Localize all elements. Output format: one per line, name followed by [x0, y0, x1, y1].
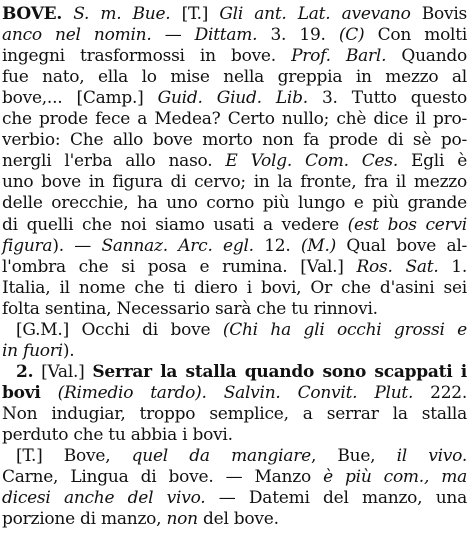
entry-line [16, 361, 467, 383]
text-segment: porzione di manzo, [2, 509, 167, 530]
text-segment: Quando [386, 46, 468, 67]
text-segment: bove,... [Camp.] [2, 88, 158, 109]
italic-text: Sannaz. Arc. egl. [101, 235, 254, 256]
text-segment: ). [62, 340, 75, 361]
text-segment: Egli è [398, 151, 467, 172]
entry-line [2, 508, 467, 530]
entry-line [2, 171, 467, 193]
italic-text: (Rimedio tardo). [57, 382, 207, 403]
text-segment: Bovis [410, 4, 467, 24]
text-segment: Con molti [364, 25, 468, 46]
entry-line [2, 214, 467, 236]
italic-text: è più com., ma [323, 467, 467, 488]
entry-line [2, 24, 467, 46]
italic-text: (Chi ha gli occhi grossi e [222, 319, 467, 340]
italic-text: in fuori [2, 340, 63, 361]
italic-text: (C) [338, 25, 365, 46]
entry-line [16, 445, 467, 467]
text-segment: 1. [438, 256, 468, 277]
text-segment: perduto che tu abbia i bovi. [2, 425, 233, 445]
entry-line [2, 466, 467, 488]
text-segment: 3. 19. [257, 25, 339, 46]
text-segment: 3. Tutto questo [307, 88, 467, 109]
entry-line [2, 424, 467, 446]
italic-text: quel da mangiare [131, 446, 311, 467]
italic-text: Ros. Sat. [356, 256, 439, 277]
entry-line [2, 235, 467, 257]
text-segment: [T.] [170, 4, 220, 24]
entry-line [2, 277, 467, 299]
entry-line [2, 403, 467, 425]
entry-line [2, 87, 467, 109]
italic-text: dicesi anche del vivo. [2, 488, 206, 509]
bold-text: BOVE. [2, 4, 63, 24]
entry-line [2, 340, 467, 362]
text-segment: uno bove in figura di cervo; in la fronte, fra il mezzo [2, 172, 467, 193]
italic-text: (M.) [300, 235, 336, 256]
entry-line [2, 192, 467, 214]
text-segment: — [151, 25, 195, 46]
italic-text: Gli ant. Lat. avevano [219, 4, 411, 24]
text-segment: nergli l'erba allo naso. [2, 151, 226, 172]
entry-line [16, 319, 467, 341]
bold-text: bovi [2, 382, 41, 403]
text-segment: del bove. [197, 509, 279, 530]
text-segment [207, 383, 224, 403]
text-segment: [G.M.] Occhi di bove [16, 319, 223, 340]
text-segment: Carne, Lingua di bove. — Manzo [2, 467, 324, 488]
entry-line [2, 298, 467, 320]
bold-text: 2. [16, 361, 34, 382]
italic-text: Guid. Giud. Lib. [157, 88, 308, 109]
italic-text: Dittam. [194, 25, 258, 46]
entry-line [2, 382, 467, 404]
italic-text: (est bos cervi [347, 214, 467, 235]
entry-line [2, 256, 467, 278]
text-segment: [T.] Bove, [16, 446, 132, 467]
italic-text: anco nel nomin. [2, 25, 152, 46]
text-segment: fue nato, ella lo mise nella greppia in mezzo al [2, 67, 467, 88]
italic-text: E Volg. Com. Ces. [225, 151, 398, 172]
italic-text: figura [2, 235, 53, 256]
italic-text: Prof. Barl. [291, 46, 387, 67]
text-segment: folta sentina, Necessario sarà che tu rinnovi. [2, 298, 378, 319]
text-segment: ). — [52, 235, 102, 256]
entry-line [2, 108, 467, 130]
italic-text: Salvin. Convit. Plut. [223, 382, 414, 403]
text-segment [62, 4, 73, 24]
italic-text: il vivo. [396, 446, 467, 467]
text-segment [41, 383, 58, 403]
entry-line [2, 487, 467, 509]
text-segment: 12. [253, 235, 301, 256]
text-segment: ingegni trasformossi in bove. [2, 46, 292, 67]
text-segment: 222. [413, 382, 468, 403]
entry-line [2, 45, 467, 67]
text-segment: — Datemi del manzo, una [205, 488, 467, 509]
text-segment: Qual bove al- [335, 235, 468, 256]
entry-line [2, 150, 467, 172]
entry-line [2, 129, 467, 151]
text-segment: delle orecchie, ha uno corno più lungo e più grande [2, 193, 467, 214]
text-segment: verbio: Che allo bove morto non fa prode di sè po- [2, 130, 467, 151]
entry-line [2, 3, 467, 25]
text-segment: [Val.] [33, 361, 93, 382]
italic-text: S. m. Bue. [73, 4, 171, 24]
text-segment: che prode fece a Medea? Certo nullo; chè dice il pro- [2, 109, 467, 130]
text-segment: Non indugiar, troppo semplice, a serrar la stalla [2, 403, 467, 424]
italic-text: non [166, 509, 198, 530]
text-segment: l'ombra che si posa e rumina. [Val.] [2, 256, 357, 277]
text-segment: Italia, il nome che ti diero i bovi, Or che d'asini sei [2, 277, 467, 298]
text-segment: , Bue, [310, 446, 397, 467]
text-segment: di quelli che noi siamo usati a vedere [2, 214, 348, 235]
entry-line [2, 66, 467, 88]
bold-text: Serrar la stalla quando sono scappati i [92, 361, 468, 382]
